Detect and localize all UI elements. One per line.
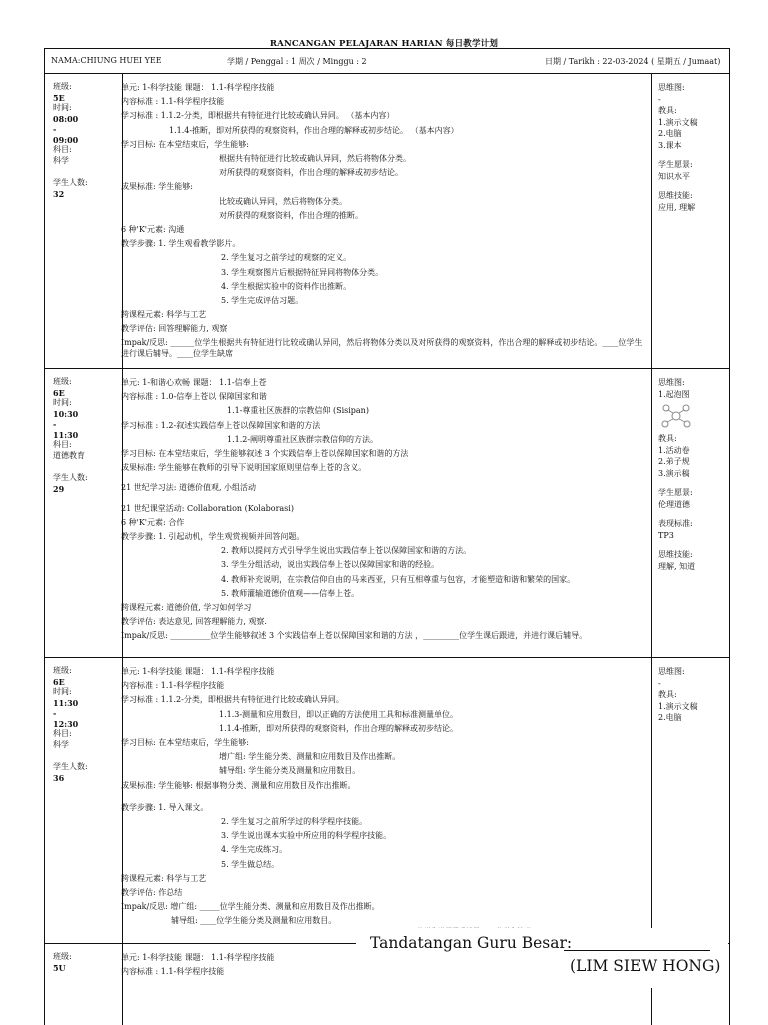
standard-value: TP3	[658, 530, 674, 540]
time-separator: -	[53, 419, 57, 429]
impact-reflection: Impak/反思: 增广组: _____位学生能分类、测量和应用数目及作出推断。	[121, 902, 380, 912]
teaching-step: 4. 学生根据实验中的资料作出推断。	[221, 281, 352, 291]
learning-standard: 学习标准 : 1.1.2-分类，即根据共有特征进行比较或确认异同。	[121, 695, 344, 705]
impact-reflection-item: 辅导组: ____位学生能分类及测量和应用数目。	[171, 916, 337, 926]
learning-standard: 学习标准 : 1.2-叙述实践信奉上苍以保障国家和谐的方法	[121, 420, 321, 430]
lesson-meta	[45, 658, 123, 943]
time-end: 09:00	[53, 134, 79, 145]
teaching-steps: 教学步骤: 1. 导入课文。	[121, 802, 209, 812]
lesson-plan-table	[44, 48, 730, 1025]
vision-label: 学生愿景:	[658, 160, 693, 169]
subject-value: 道德教育	[53, 450, 85, 460]
assessment: 教学评估: 表达意见, 回答理解能力, 观察.	[121, 617, 267, 627]
criteria-item: 比较或确认异同，然后将物体分类。	[219, 196, 347, 206]
class-value: 5U	[53, 962, 66, 973]
teaching-step: 4. 教师补充说明，在宗教信仰自由的马来西亚，只有互相尊重与包容，才能塑造和谐和繁荣的国家。	[221, 574, 576, 584]
teaching-steps: 教学步骤: 1. 学生观看教学影片。	[121, 239, 241, 249]
objective-item: 辅导组: 学生能分类及测量和应用数目。	[219, 766, 361, 776]
unit-line: 单元: 1-科学技能 课题： 1.1-科学程序技能	[121, 667, 275, 676]
signature-label: Tandatangan Guru Besar:	[370, 934, 573, 952]
lesson-date: 日期 / Tarikh : 22-03-2024 ( 星期五 / Jumaat)	[545, 57, 721, 66]
aids-label: 教具:	[658, 690, 677, 699]
learning-standard: 学习标准 : 1.1.2-分类，即根据共有特征进行比较或确认异同。 （基本内容）	[121, 111, 395, 121]
students-value: 36	[53, 772, 65, 783]
header-row	[45, 49, 729, 74]
class-value: 6E	[53, 387, 65, 398]
class-label: 班级:	[53, 952, 72, 961]
time-end: 11:30	[53, 429, 79, 440]
class-label: 班级:	[53, 377, 72, 386]
subject-label: 科目:	[53, 729, 72, 738]
learning-standard-item: 1.1.4-推断，即对所获得的观察资料，作出合理的解释或初步结论。	[219, 723, 459, 733]
content-standard-item: 1.1-尊重社区族群的宗教信仰 (Sisipan)	[227, 406, 369, 416]
class-label: 班级:	[53, 666, 72, 675]
lesson-content	[115, 74, 657, 359]
time-start: 11:30	[53, 697, 79, 708]
unit-line: 单元: 1-科学技能 课题： 1.1-科学程序技能	[121, 953, 275, 962]
aid-item: 1.演示文稿	[658, 117, 698, 127]
time-end: 12:30	[53, 718, 79, 729]
teaching-step: 5. 教师灌输道德价值观——信奉上苍。	[221, 588, 360, 598]
students-value: 29	[53, 483, 65, 494]
impact-reflection: Impak/反思: __________位学生能够叙述 3 个实践信奉上苍以保障国家和谐的方法 ，_________位学生课后跟进，并进行课后辅导。	[121, 631, 588, 641]
mindmap-label: 思维图:	[658, 667, 685, 676]
lesson-resources	[651, 74, 736, 368]
lesson-resources	[651, 369, 736, 657]
time-separator: -	[53, 124, 57, 134]
time-label: 时间:	[53, 687, 72, 696]
lesson-resources	[651, 658, 736, 943]
mindmap-value: -	[658, 678, 661, 688]
aids-label: 教具:	[658, 106, 677, 115]
teaching-step: 3. 学生观察图片后根据特征异同将物体分类。	[221, 267, 384, 277]
lesson-content	[115, 369, 657, 644]
learning-objective: 学习目标: 在本堂结束后，学生能够叙述 3 个实践信奉上苍以保障国家和谐的方法	[121, 449, 409, 459]
thinking-label: 思维技能:	[658, 191, 693, 200]
teaching-step: 3. 学生说出课本实验中所应用的科学程序技能。	[221, 831, 392, 841]
cross-curricular: 跨课程元素: 科学与工艺	[121, 873, 207, 883]
thinking-label: 思维技能:	[658, 550, 693, 559]
k-elements: 6 种'K'元素: 合作	[121, 517, 185, 527]
cross-curricular: 跨课程元素: 科学与工艺	[121, 310, 207, 320]
aids-label: 教具:	[658, 434, 677, 443]
teaching-step: 2. 学生复习之前所学过的科学程序技能。	[221, 817, 368, 827]
criteria-item: 对所获得的观察资料，作出合理的推断。	[219, 210, 363, 220]
subject-label: 科目:	[53, 145, 72, 154]
students-value: 32	[53, 188, 65, 199]
students-label: 学生人数:	[53, 178, 88, 187]
assessment: 教学评估: 作总结	[121, 888, 183, 898]
objective-item: 增广组: 学生能分类、测量和应用数目及作出推断。	[219, 752, 401, 762]
mindmap-value: -	[658, 94, 661, 104]
time-start: 08:00	[53, 113, 79, 124]
signature-line	[564, 950, 710, 951]
learning-standard-item: 1.1.4-推断，即对所获得的观察资料，作出合理的解释或初步结论。 （基本内容）	[169, 125, 459, 135]
mindmap-value: 1.起泡图	[658, 389, 690, 399]
21c-method: 21 世纪学习法: 道德价值观, 小组活动	[121, 483, 257, 493]
21c-activity: 21 世纪课堂活动: Collaboration (Kolaborasi)	[121, 503, 294, 513]
unit-line: 单元: 1-科学技能 课题： 1.1-科学程序技能	[121, 83, 275, 92]
students-label: 学生人数:	[53, 762, 88, 771]
bubble-map-icon	[660, 403, 692, 429]
unit-line: 单元: 1-和谐心欢畅 课题： 1.1-信奉上苍	[121, 378, 267, 387]
time-label: 时间:	[53, 398, 72, 407]
students-label: 学生人数:	[53, 473, 88, 482]
lesson-meta	[45, 369, 123, 657]
impact-reflection: Impak/反思: ______位学生根据共有特征进行比较或确认异同，然后将物体分类以及对所获得的观察资料，作出合理的解释或初步结论。____位学生进行课后辅导。____位学生缺席	[121, 337, 643, 358]
assessment: 教学评估: 回答理解能力, 观察	[121, 324, 228, 334]
thinking-value: 理解, 知道	[658, 561, 696, 571]
success-criteria: 成果标准: 学生能够在教师的引导下说明国家原则里信奉上苍的含义。	[121, 463, 367, 473]
aid-item: 2.弟子规	[658, 457, 690, 466]
vision-value: 知识水平	[658, 171, 690, 181]
principal-signature	[356, 928, 728, 988]
objective-item: 对所获得的观察资料，作出合理的解释或初步结论。	[219, 168, 403, 178]
content-standard: 内容标准 : 1.0-信奉上苍以 保障国家和谐	[121, 392, 267, 402]
time-label: 时间:	[53, 103, 72, 112]
teaching-steps: 教学步骤: 1. 引起动机，学生观赏视频并回答问题。	[121, 532, 305, 542]
aid-item: 1.演示文稿	[658, 701, 698, 711]
learning-standard-item: 1.1.2-阐明尊重社区族群宗教信仰的方法。	[227, 434, 379, 444]
time-start: 10:30	[53, 408, 79, 419]
class-value: 5E	[53, 92, 65, 103]
signature-name: (LIM SIEW HONG)	[570, 957, 721, 975]
subject-value: 科学	[53, 739, 69, 749]
subject-label: 科目:	[53, 440, 72, 449]
mindmap-label: 思维图:	[658, 378, 685, 387]
content-standard: 内容标准 : 1.1-科学程序技能	[121, 97, 225, 107]
aid-item: 1.活动卷	[658, 445, 690, 455]
teacher-name: NAMA:CHIUNG HUEI YEE	[51, 56, 162, 65]
term-week: 学期 / Penggal : 1 周次 / Minggu : 2	[227, 57, 367, 66]
class-label: 班级:	[53, 82, 72, 91]
lesson-block	[45, 658, 729, 944]
teaching-step: 2. 学生复习之前学过的观察的定义。	[221, 253, 352, 263]
subject-value: 科学	[53, 155, 69, 165]
content-standard: 内容标准 : 1.1-科学程序技能	[121, 967, 225, 977]
success-criteria: 成果标准: 学生能够:	[121, 182, 193, 192]
teaching-step: 5. 学生做总结。	[221, 859, 280, 869]
vision-label: 学生愿景:	[658, 488, 693, 497]
cross-curricular: 跨课程元素: 道德价值, 学习如何学习	[121, 603, 252, 613]
class-value: 6E	[53, 676, 65, 687]
teaching-step: 5. 学生完成评估习题。	[221, 296, 304, 306]
learning-objective: 学习目标: 在本堂结束后，学生能够:	[121, 139, 249, 149]
time-separator: -	[53, 708, 57, 718]
mindmap-label: 思维图:	[658, 83, 685, 92]
standard-label: 表现标准:	[658, 519, 693, 528]
learning-standard-item: 1.1.3-测量和应用数目，即以正确的方法使用工具和标准测量单位。	[219, 709, 459, 719]
page-title: RANCANGAN PELAJARAN HARIAN 每日教学计划	[269, 39, 499, 49]
lesson-block	[45, 369, 729, 658]
lesson-content	[115, 658, 657, 929]
aid-item: 3.演示稿	[658, 468, 690, 478]
lesson-meta	[45, 74, 123, 368]
aid-item: 3.课本	[658, 140, 682, 150]
lesson-meta	[45, 944, 123, 1025]
objective-item: 根据共有特征进行比较或确认异同，然后将物体分类。	[219, 154, 411, 164]
teaching-step: 4. 学生完成练习。	[221, 845, 288, 855]
content-standard: 内容标准 : 1.1-科学程序技能	[121, 681, 225, 691]
learning-objective: 学习目标: 在本堂结束后，学生能够:	[121, 738, 249, 748]
vision-value: 伦理道德	[658, 499, 690, 509]
k-elements: 6 种'K'元素: 沟通	[121, 225, 185, 235]
teaching-step: 3. 学生分组活动，说出实践信奉上苍以保障国家和谐的经验。	[221, 560, 440, 570]
aid-item: 2.电脑	[658, 713, 682, 722]
lesson-block	[45, 74, 729, 369]
success-criteria: 成果标准: 学生能够: 根据事物分类、测量和应用数目及作出推断。	[121, 780, 356, 790]
thinking-value: 应用, 理解	[658, 202, 696, 212]
aid-item: 2.电脑	[658, 129, 682, 138]
teaching-step: 2. 教师以提问方式引导学生说出实践信奉上苍以保障国家和谐的方法。	[221, 546, 472, 556]
